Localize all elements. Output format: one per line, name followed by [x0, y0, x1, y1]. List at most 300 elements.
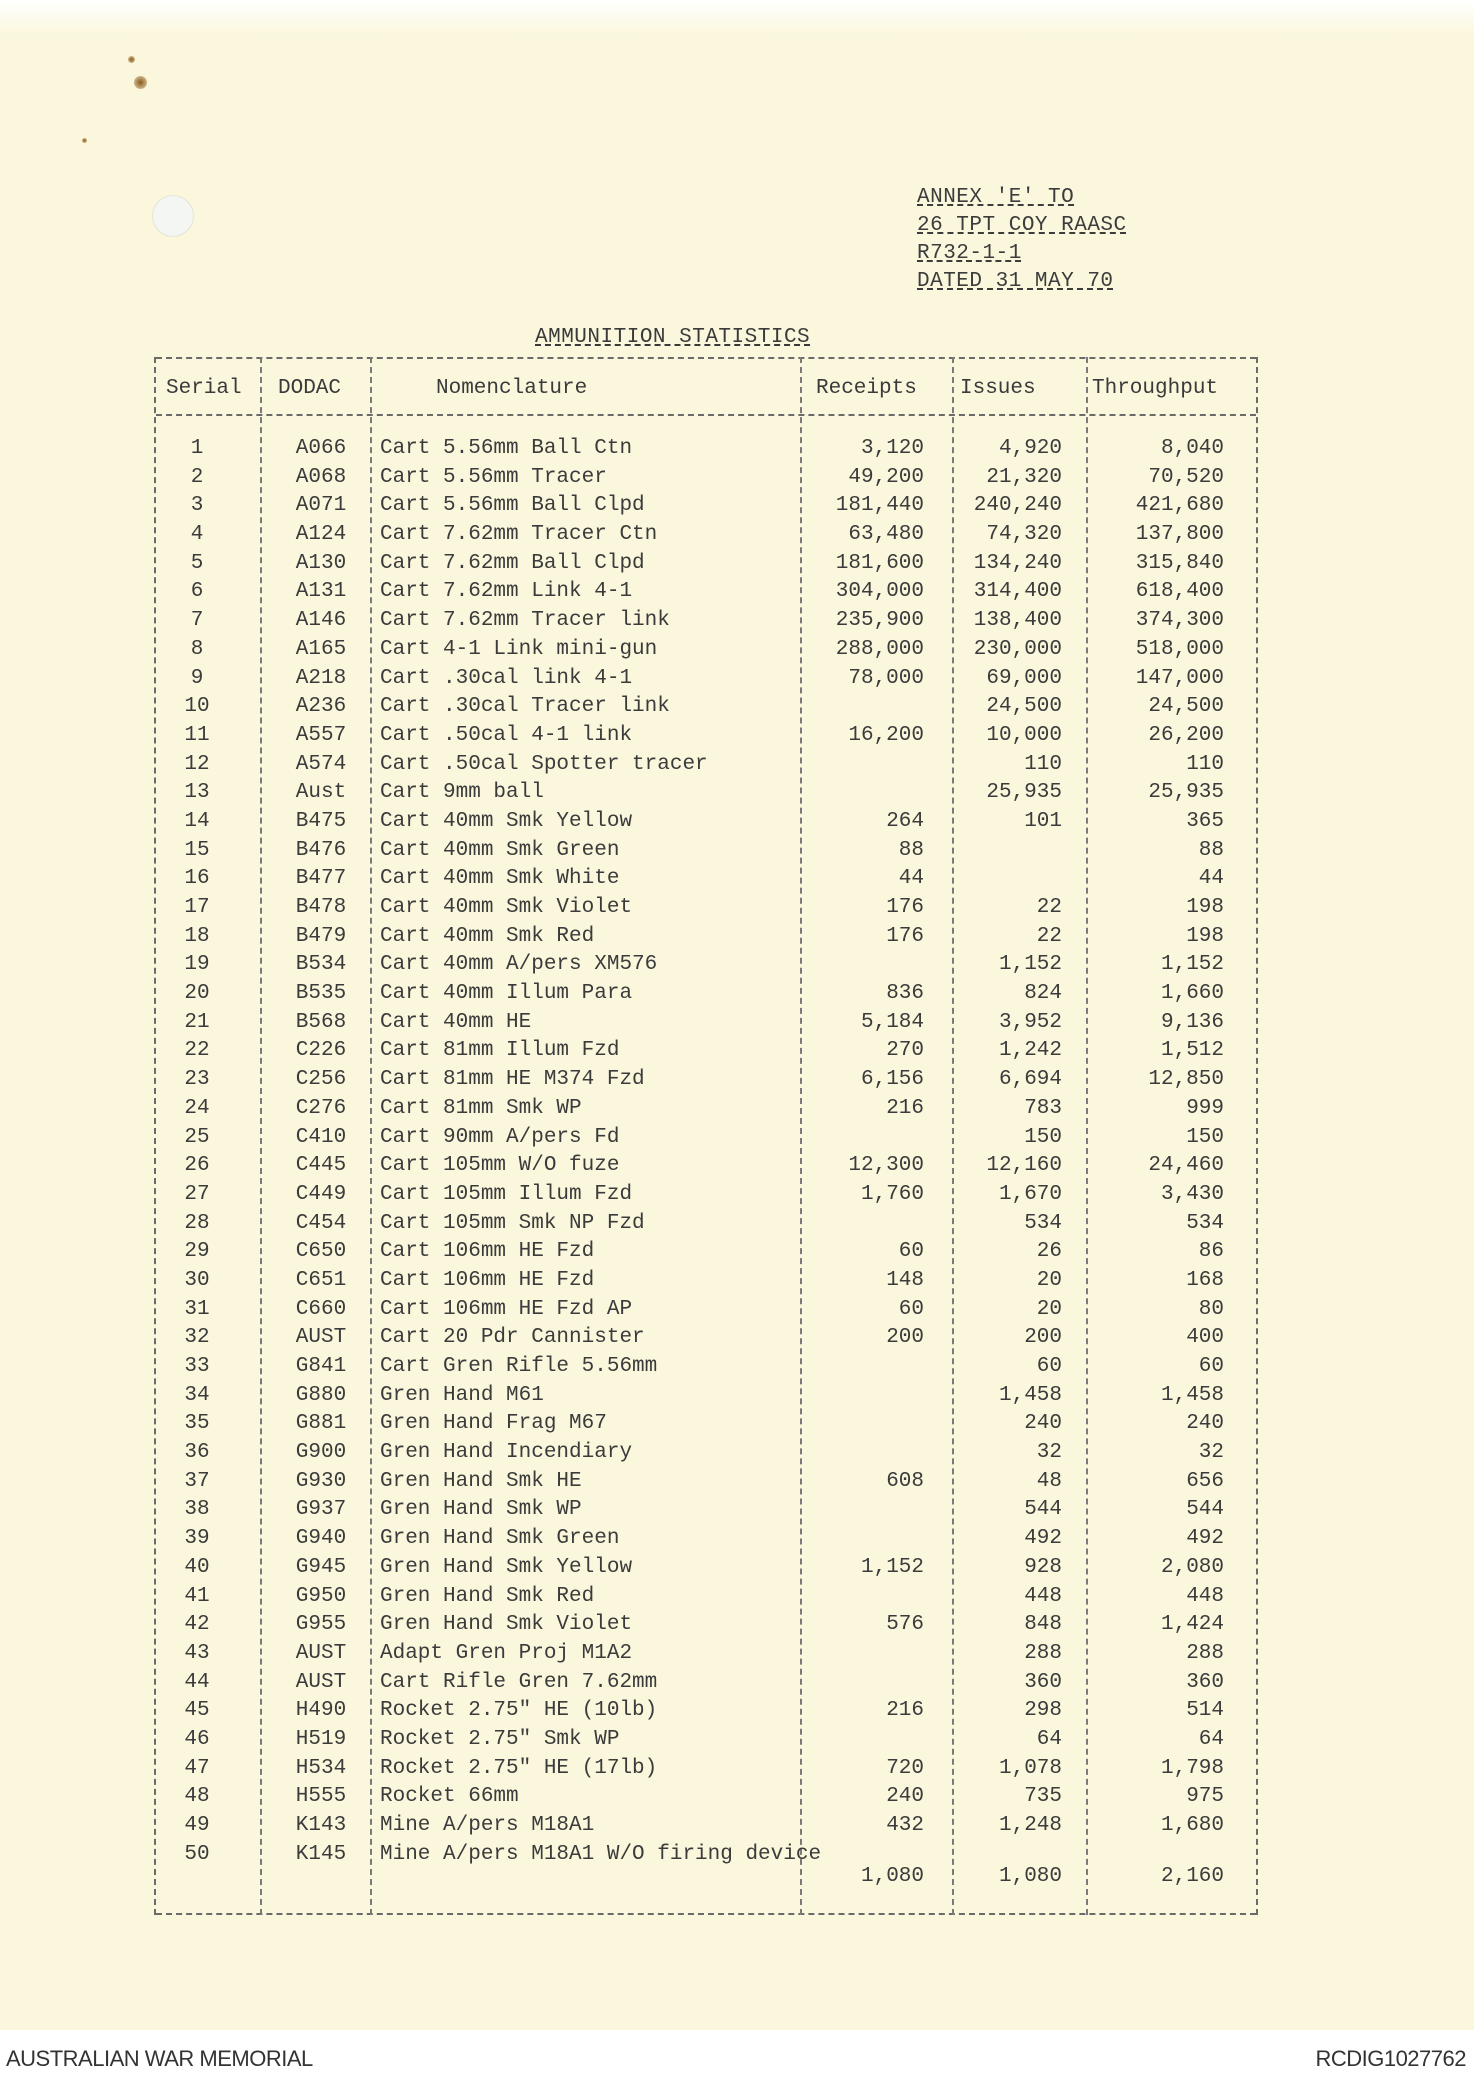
cell-issues: 69,000 [986, 666, 1062, 690]
cell-serial: 21 [184, 1010, 210, 1034]
cell-dodac: G900 [295, 1441, 347, 1465]
cell-issues: 110 [1024, 752, 1062, 776]
cell-throughput: 150 [1186, 1125, 1224, 1149]
cell-nomenclature: Cart 7.62mm Tracer link [380, 609, 670, 633]
cell-serial: 17 [184, 896, 210, 919]
cell-dodac: C650 [295, 1240, 347, 1264]
cell-serial: 30 [184, 1268, 210, 1292]
cell-throughput: 1,424 [1160, 1613, 1224, 1637]
cell-throughput: 534 [1186, 1211, 1224, 1235]
cell-receipts: 12,300 [848, 1154, 924, 1178]
cell-serial: 43 [184, 1641, 210, 1665]
cell-receipts: 200 [886, 1326, 924, 1350]
cell-throughput: 656 [1186, 1469, 1224, 1493]
cell-nomenclature: Cart 40mm Smk Yellow [380, 809, 633, 833]
rust-stain [128, 56, 135, 63]
cell-throughput: 400 [1186, 1326, 1224, 1350]
cell-serial: 36 [184, 1441, 210, 1465]
cell-serial: 48 [184, 1785, 210, 1809]
cell-nomenclature: Gren Hand Frag M67 [380, 1412, 607, 1436]
cell-receipts: 304,000 [835, 580, 924, 604]
cell-throughput: 25,935 [1148, 781, 1224, 805]
cell-nomenclature: Cart 105mm Illum Fzd [380, 1182, 633, 1206]
cell-serial: 19 [184, 953, 210, 977]
cell-nomenclature: Rocket 2.75" Smk WP [380, 1727, 620, 1751]
table-row [156, 667, 1256, 696]
cell-dodac: A236 [295, 695, 347, 719]
cell-dodac: K143 [295, 1814, 347, 1837]
cell-receipts: 88 [898, 838, 924, 862]
punch-hole [152, 195, 194, 237]
cell-receipts: 216 [886, 1699, 924, 1723]
cell-issues: 783 [1024, 1096, 1062, 1120]
cell-receipts: 63,480 [848, 523, 924, 547]
cell-serial: 15 [184, 838, 210, 862]
cell-dodac: B568 [295, 1010, 347, 1034]
cell-dodac: C454 [295, 1211, 347, 1235]
table-row [156, 925, 1256, 954]
cell-nomenclature: Cart .30cal link 4-1 [380, 666, 633, 690]
table-row [156, 839, 1256, 868]
cell-throughput: 70,520 [1148, 465, 1224, 489]
cell-issues: 3,952 [998, 1010, 1062, 1034]
table-row [156, 1671, 1256, 1700]
cell-nomenclature: Cart 40mm Illum Para [380, 982, 633, 1006]
cell-dodac: A131 [295, 580, 347, 604]
table-row [156, 1298, 1256, 1327]
cell-issues: 138,400 [973, 609, 1062, 633]
cell-nomenclature: Cart Gren Rifle 5.56mm [380, 1355, 658, 1378]
cell-nomenclature: Cart 9mm ball [380, 781, 544, 805]
cell-issues: 20 [1036, 1297, 1062, 1321]
cell-dodac: G955 [295, 1613, 347, 1637]
cell-throughput: 32 [1198, 1441, 1224, 1465]
cell-throughput: 999 [1186, 1096, 1224, 1120]
ammunition-table [154, 357, 1258, 1915]
cell-serial: 40 [184, 1555, 210, 1579]
cell-receipts: 836 [886, 982, 924, 1006]
cell-issues: 928 [1024, 1555, 1062, 1579]
cell-throughput: 137,800 [1135, 523, 1224, 547]
cell-dodac: H534 [295, 1756, 347, 1780]
cell-dodac: A165 [295, 637, 347, 661]
last-row-values [156, 1865, 1256, 1895]
table-row [156, 982, 1256, 1011]
cell-throughput: 26,200 [1148, 723, 1224, 747]
table-row [156, 1097, 1256, 1126]
annex-line: DATED 31 MAY 70 [917, 270, 1114, 293]
cell-throughput: 421,680 [1135, 494, 1224, 518]
cell-receipts: 1,080 [860, 1865, 924, 1888]
cell-serial: 10 [184, 695, 210, 719]
table-row [156, 1212, 1256, 1241]
cell-throughput: 365 [1186, 809, 1224, 833]
header-issues: Issues [960, 377, 1036, 400]
cell-issues: 101 [1024, 809, 1062, 833]
cell-serial: 46 [184, 1727, 210, 1751]
rust-stain [134, 76, 147, 89]
scan-edge [0, 0, 1474, 36]
cell-serial: 12 [184, 752, 210, 776]
cell-issues: 448 [1024, 1584, 1062, 1608]
cell-serial: 26 [184, 1154, 210, 1178]
cell-throughput: 9,136 [1160, 1010, 1224, 1034]
cell-dodac: G940 [295, 1527, 347, 1551]
table-row [156, 1011, 1256, 1040]
table-row [156, 896, 1256, 925]
cell-throughput: 168 [1186, 1268, 1224, 1292]
cell-receipts: 181,440 [835, 494, 924, 518]
cell-dodac: C226 [295, 1039, 347, 1063]
table-row [156, 810, 1256, 839]
cell-receipts: 288,000 [835, 637, 924, 661]
cell-serial: 27 [184, 1182, 210, 1206]
reference-number: RCDIG1027762 [1315, 2046, 1466, 2071]
cell-throughput: 64 [1198, 1727, 1224, 1751]
table-row [156, 1068, 1256, 1097]
cell-issues: 24,500 [986, 695, 1062, 719]
cell-dodac: A071 [295, 494, 347, 518]
cell-throughput: 2,160 [1160, 1865, 1224, 1888]
cell-issues: 10,000 [986, 723, 1062, 747]
cell-issues: 48 [1036, 1469, 1062, 1493]
annex-reference-block [917, 184, 1127, 296]
cell-issues: 360 [1024, 1670, 1062, 1694]
cell-receipts: 5,184 [860, 1010, 924, 1034]
cell-throughput: 448 [1186, 1584, 1224, 1608]
cell-issues: 1,670 [998, 1182, 1062, 1206]
cell-serial: 2 [190, 465, 204, 489]
cell-dodac: G881 [295, 1412, 347, 1436]
cell-nomenclature: Gren Hand Smk Violet [380, 1613, 633, 1637]
cell-receipts: 240 [886, 1785, 924, 1809]
cell-throughput: 1,152 [1160, 953, 1224, 977]
archive-footer [0, 2046, 1474, 2076]
cell-nomenclature: Gren Hand M61 [380, 1383, 544, 1407]
cell-dodac: A218 [295, 666, 347, 690]
cell-serial: 5 [190, 551, 204, 575]
cell-receipts: 1,760 [860, 1182, 924, 1206]
cell-nomenclature: Gren Hand Smk Yellow [380, 1555, 633, 1579]
cell-receipts: 176 [886, 924, 924, 948]
cell-dodac: C410 [295, 1125, 347, 1149]
cell-issues: 60 [1036, 1355, 1062, 1378]
cell-issues: 12,160 [986, 1154, 1062, 1178]
table-row [156, 552, 1256, 581]
cell-throughput: 492 [1186, 1527, 1224, 1551]
cell-nomenclature: Cart 20 Pdr Cannister [380, 1326, 645, 1350]
cell-dodac: B477 [295, 867, 347, 891]
cell-serial: 41 [184, 1584, 210, 1608]
cell-serial: 42 [184, 1613, 210, 1637]
cell-throughput: 86 [1198, 1240, 1224, 1264]
cell-receipts: 264 [886, 809, 924, 833]
cell-nomenclature: Cart .30cal Tracer link [380, 695, 670, 719]
cell-serial: 28 [184, 1211, 210, 1235]
header-serial: Serial [166, 377, 242, 400]
cell-serial: 1 [190, 437, 204, 460]
cell-serial: 31 [184, 1297, 210, 1321]
table-row [156, 1441, 1256, 1470]
cell-issues: 848 [1024, 1613, 1062, 1637]
cell-throughput: 288 [1186, 1641, 1224, 1665]
cell-serial: 37 [184, 1469, 210, 1493]
cell-throughput: 240 [1186, 1412, 1224, 1436]
cell-receipts: 60 [898, 1240, 924, 1264]
cell-dodac: H519 [295, 1727, 347, 1751]
cell-issues: 32 [1036, 1441, 1062, 1465]
document-title: AMMUNITION STATISTICS [535, 326, 811, 349]
cell-throughput: 198 [1186, 924, 1224, 948]
cell-throughput: 3,430 [1160, 1182, 1224, 1206]
table-bottom-rule [156, 1913, 1256, 1915]
cell-issues: 22 [1036, 924, 1062, 948]
cell-throughput: 1,512 [1160, 1039, 1224, 1063]
cell-nomenclature: Rocket 2.75" HE (10lb) [380, 1699, 658, 1723]
cell-throughput: 60 [1198, 1355, 1224, 1378]
cell-throughput: 24,500 [1148, 695, 1224, 719]
table-row [156, 466, 1256, 495]
cell-issues: 26 [1036, 1240, 1062, 1264]
cell-serial: 14 [184, 809, 210, 833]
cell-serial: 50 [184, 1842, 210, 1866]
cell-receipts: 16,200 [848, 723, 924, 747]
table-row [156, 724, 1256, 753]
cell-nomenclature: Cart 106mm HE Fzd AP [380, 1297, 633, 1321]
cell-receipts: 148 [886, 1268, 924, 1292]
cell-nomenclature: Cart 5.56mm Tracer [380, 465, 607, 489]
cell-throughput: 198 [1186, 896, 1224, 919]
cell-issues: 1,080 [998, 1865, 1062, 1888]
cell-serial: 8 [190, 637, 204, 661]
cell-nomenclature: Cart 5.56mm Ball Clpd [380, 494, 645, 518]
table-row [156, 1642, 1256, 1671]
table-row [156, 1585, 1256, 1614]
cell-dodac: A557 [295, 723, 347, 747]
cell-dodac: H490 [295, 1699, 347, 1723]
cell-issues: 240,240 [973, 494, 1062, 518]
cell-nomenclature: Cart 106mm HE Fzd [380, 1268, 595, 1292]
cell-serial: 7 [190, 609, 204, 633]
cell-nomenclature: Cart 7.62mm Tracer Ctn [380, 523, 658, 547]
cell-receipts: 78,000 [848, 666, 924, 690]
table-row [156, 1183, 1256, 1212]
cell-dodac: G945 [295, 1555, 347, 1579]
cell-dodac: K145 [295, 1842, 347, 1866]
cell-serial: 3 [190, 494, 204, 518]
cell-issues: 230,000 [973, 637, 1062, 661]
cell-dodac: C449 [295, 1182, 347, 1206]
cell-dodac: A068 [295, 465, 347, 489]
table-row [156, 753, 1256, 782]
table-row [156, 953, 1256, 982]
table-row [156, 1556, 1256, 1585]
cell-throughput: 2,080 [1160, 1555, 1224, 1579]
cell-receipts: 176 [886, 896, 924, 919]
cell-issues: 824 [1024, 982, 1062, 1006]
cell-nomenclature: Cart 40mm HE [380, 1010, 532, 1034]
rust-stain [82, 138, 87, 143]
cell-nomenclature: Cart .50cal 4-1 link [380, 723, 633, 747]
cell-dodac: C256 [295, 1068, 347, 1092]
cell-nomenclature: Cart 106mm HE Fzd [380, 1240, 595, 1264]
table-row [156, 494, 1256, 523]
cell-serial: 4 [190, 523, 204, 547]
cell-throughput: 8,040 [1160, 437, 1224, 460]
cell-throughput: 1,680 [1160, 1814, 1224, 1837]
table-row [156, 1326, 1256, 1355]
table-row [156, 1470, 1256, 1499]
cell-nomenclature: Cart Rifle Gren 7.62mm [380, 1670, 658, 1694]
cell-nomenclature: Cart 40mm Smk Violet [380, 896, 633, 919]
annex-line: R732-1-1 [917, 242, 1022, 265]
cell-throughput: 1,660 [1160, 982, 1224, 1006]
cell-serial: 39 [184, 1527, 210, 1551]
cell-issues: 1,152 [998, 953, 1062, 977]
cell-issues: 64 [1036, 1727, 1062, 1751]
cell-nomenclature: Cart 81mm Illum Fzd [380, 1039, 620, 1063]
cell-dodac: AUST [295, 1670, 347, 1694]
cell-issues: 735 [1024, 1785, 1062, 1809]
cell-dodac: G937 [295, 1498, 347, 1522]
cell-serial: 49 [184, 1814, 210, 1837]
cell-serial: 6 [190, 580, 204, 604]
cell-dodac: C651 [295, 1268, 347, 1292]
cell-throughput: 12,850 [1148, 1068, 1224, 1092]
cell-throughput: 110 [1186, 752, 1224, 776]
cell-receipts: 1,152 [860, 1555, 924, 1579]
cell-dodac: A130 [295, 551, 347, 575]
cell-dodac: G880 [295, 1383, 347, 1407]
header-nomenclature: Nomenclature [436, 377, 588, 400]
cell-serial: 29 [184, 1240, 210, 1264]
cell-issues: 21,320 [986, 465, 1062, 489]
cell-issues: 1,248 [998, 1814, 1062, 1837]
table-row [156, 695, 1256, 724]
cell-receipts: 432 [886, 1814, 924, 1837]
cell-issues: 1,458 [998, 1383, 1062, 1407]
annex-line: 26 TPT COY RAASC [917, 214, 1127, 237]
cell-serial: 32 [184, 1326, 210, 1350]
cell-dodac: A124 [295, 523, 347, 547]
table-row [156, 1498, 1256, 1527]
cell-serial: 22 [184, 1039, 210, 1063]
table-row [156, 1757, 1256, 1786]
cell-nomenclature: Cart 81mm Smk WP [380, 1096, 582, 1120]
cell-throughput: 360 [1186, 1670, 1224, 1694]
header-dodac: DODAC [278, 377, 342, 400]
cell-nomenclature: Cart 40mm Smk White [380, 867, 620, 891]
cell-throughput: 88 [1198, 838, 1224, 862]
cell-issues: 240 [1024, 1412, 1062, 1436]
table-row [156, 867, 1256, 896]
cell-issues: 20 [1036, 1268, 1062, 1292]
table-row [156, 609, 1256, 638]
cell-receipts: 720 [886, 1756, 924, 1780]
institution-label: AUSTRALIAN WAR MEMORIAL [6, 2046, 313, 2071]
cell-nomenclature: Cart 81mm HE M374 Fzd [380, 1068, 645, 1092]
cell-nomenclature: Gren Hand Incendiary [380, 1441, 633, 1465]
table-row [156, 1355, 1256, 1384]
table-row [156, 1384, 1256, 1413]
cell-issues: 298 [1024, 1699, 1062, 1723]
cell-serial: 47 [184, 1756, 210, 1780]
cell-receipts: 181,600 [835, 551, 924, 575]
cell-dodac: A146 [295, 609, 347, 633]
cell-serial: 18 [184, 924, 210, 948]
cell-issues: 74,320 [986, 523, 1062, 547]
cell-nomenclature: Cart 40mm Smk Green [380, 838, 620, 862]
cell-receipts: 216 [886, 1096, 924, 1120]
cell-throughput: 1,458 [1160, 1383, 1224, 1407]
cell-issues: 150 [1024, 1125, 1062, 1149]
cell-receipts: 270 [886, 1039, 924, 1063]
cell-receipts: 44 [898, 867, 924, 891]
cell-dodac: G930 [295, 1469, 347, 1493]
cell-issues: 6,694 [998, 1068, 1062, 1092]
cell-throughput: 618,400 [1135, 580, 1224, 604]
cell-serial: 16 [184, 867, 210, 891]
cell-receipts: 235,900 [835, 609, 924, 633]
cell-dodac: AUST [295, 1326, 347, 1350]
cell-dodac: B476 [295, 838, 347, 862]
cell-nomenclature: Cart 7.62mm Ball Clpd [380, 551, 645, 575]
cell-nomenclature: Cart 105mm Smk NP Fzd [380, 1211, 645, 1235]
cell-receipts: 3,120 [860, 437, 924, 460]
cell-nomenclature: Cart 90mm A/pers Fd [380, 1125, 620, 1149]
cell-dodac: B478 [295, 896, 347, 919]
table-row [156, 638, 1256, 667]
cell-dodac: B535 [295, 982, 347, 1006]
table-row [156, 1240, 1256, 1269]
cell-throughput: 544 [1186, 1498, 1224, 1522]
cell-serial: 33 [184, 1355, 210, 1378]
cell-serial: 45 [184, 1699, 210, 1723]
cell-issues: 200 [1024, 1326, 1062, 1350]
cell-nomenclature: Cart .50cal Spotter tracer [380, 752, 708, 776]
table-row [156, 437, 1256, 466]
table-row [156, 1527, 1256, 1556]
cell-dodac: G841 [295, 1355, 347, 1378]
header-receipts: Receipts [816, 377, 917, 400]
cell-nomenclature: Adapt Gren Proj M1A2 [380, 1641, 633, 1665]
cell-dodac: H555 [295, 1785, 347, 1809]
table-row [156, 1269, 1256, 1298]
cell-throughput: 315,840 [1135, 551, 1224, 575]
table-top-rule [156, 357, 1256, 359]
table-row [156, 1814, 1256, 1843]
cell-issues: 4,920 [998, 437, 1062, 460]
cell-throughput: 80 [1198, 1297, 1224, 1321]
cell-dodac: C445 [295, 1154, 347, 1178]
cell-receipts: 49,200 [848, 465, 924, 489]
cell-dodac: B475 [295, 809, 347, 833]
cell-serial: 11 [184, 723, 210, 747]
cell-issues: 544 [1024, 1498, 1062, 1522]
header-throughput: Throughput [1092, 377, 1219, 400]
table-body [156, 437, 1256, 1871]
cell-serial: 25 [184, 1125, 210, 1149]
annex-line: ANNEX 'E' TO [917, 186, 1075, 209]
cell-throughput: 147,000 [1135, 666, 1224, 690]
cell-issues: 534 [1024, 1211, 1062, 1235]
cell-issues: 25,935 [986, 781, 1062, 805]
cell-nomenclature: Mine A/pers M18A1 [380, 1814, 595, 1837]
table-row [156, 580, 1256, 609]
cell-dodac: Aust [295, 781, 347, 805]
table-row [156, 781, 1256, 810]
table-row [156, 1699, 1256, 1728]
